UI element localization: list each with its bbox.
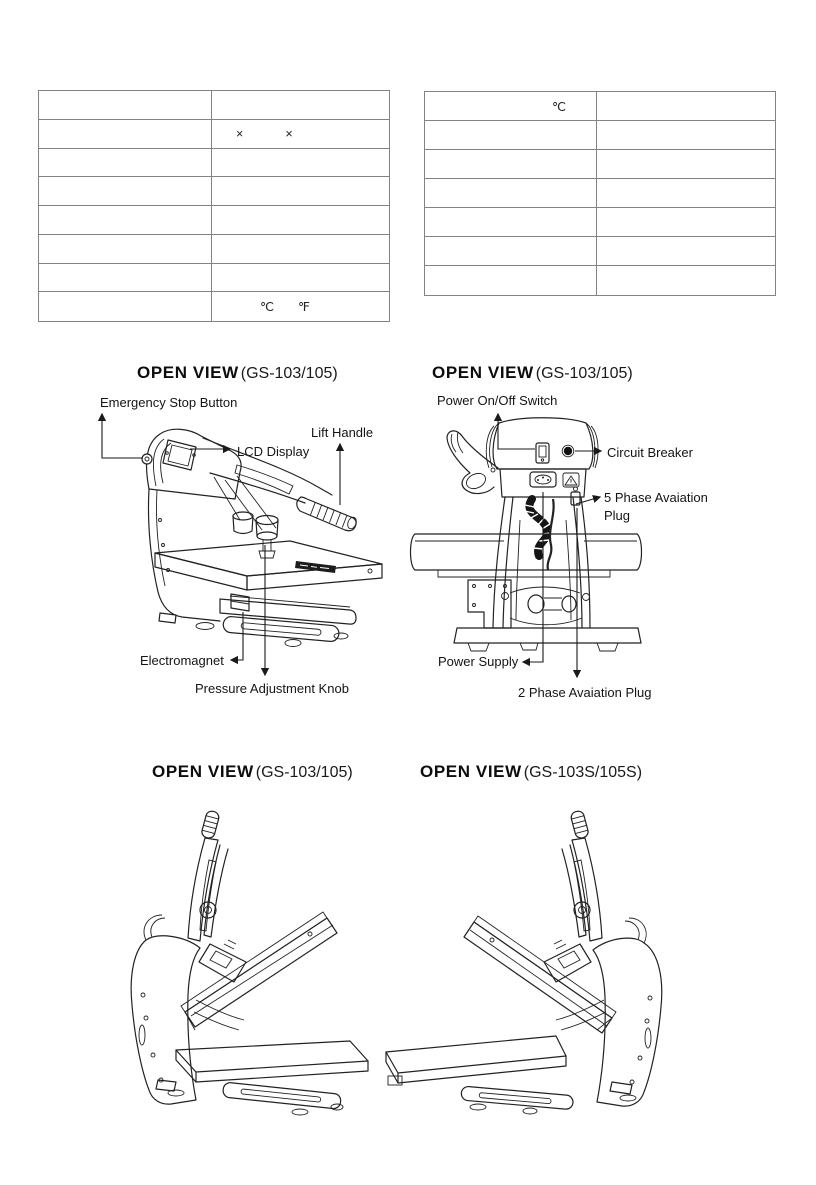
power-switch — [536, 443, 549, 463]
warning-label — [563, 473, 579, 487]
heading-model: (GS-103/105) — [240, 365, 338, 382]
lower-platen — [176, 1041, 368, 1082]
lcd-display — [163, 440, 196, 470]
upper-platen-tilted — [464, 916, 616, 1033]
heading-title: OPEN VIEW — [152, 762, 254, 781]
machine-diagram-side-view — [102, 414, 382, 675]
label-power-switch: Power On/Off Switch — [437, 393, 558, 408]
heading-model: (GS-103/105) — [255, 764, 353, 781]
fahrenheit-symbol: ℉ — [298, 300, 310, 315]
times-symbol: × — [236, 126, 244, 141]
base-plate — [454, 628, 641, 651]
heading-model: (GS-103/105) — [535, 365, 633, 382]
side-bracket — [468, 580, 511, 628]
times-symbol: × — [285, 126, 293, 141]
power-inlet-socket — [530, 472, 556, 487]
label-circuit-breaker: Circuit Breaker — [607, 445, 693, 460]
base-rail — [222, 1082, 343, 1115]
arrow-emergency-stop — [102, 414, 143, 458]
celsius-symbol: ℃ — [551, 99, 566, 114]
machine-diagram-open-left — [131, 810, 368, 1115]
machine-diagram-open-right — [386, 810, 662, 1114]
five-phase-plug — [571, 487, 580, 505]
base-frame — [148, 489, 220, 630]
lift-handle-grip — [570, 810, 590, 839]
base-rail — [461, 1086, 574, 1114]
lower-linkage — [502, 587, 590, 625]
heading-title: OPEN VIEW — [137, 363, 239, 382]
arrow-electromagnet — [231, 612, 243, 660]
label-power-supply: Power Supply — [438, 654, 519, 669]
base-rail — [223, 616, 348, 647]
label-electromagnet: Electromagnet — [140, 653, 224, 668]
lift-handle-grip — [201, 810, 221, 839]
label-pressure-knob: Pressure Adjustment Knob — [195, 681, 349, 696]
label-lcd-display: LCD Display — [237, 444, 310, 459]
label-line: 5 Phase Avaiation — [604, 490, 708, 505]
circuit-breaker — [562, 445, 574, 457]
upper-platen — [155, 541, 382, 590]
label-emergency-stop: Emergency Stop Button — [100, 395, 238, 410]
lower-board — [386, 1036, 566, 1085]
emergency-stop-button — [142, 454, 152, 464]
heading-model: (GS-103S/105S) — [523, 764, 643, 781]
label-lift-handle: Lift Handle — [311, 425, 374, 440]
label-two-phase-plug: 2 Phase Avaiation Plug — [518, 685, 652, 700]
celsius-symbol: ℃ — [260, 300, 275, 315]
heading-title: OPEN VIEW — [432, 363, 534, 382]
platen-edge — [411, 534, 642, 577]
lift-handle-grip — [297, 497, 358, 531]
label-line: Plug — [604, 508, 631, 523]
heading-title: OPEN VIEW — [420, 762, 522, 781]
machine-diagram-rear-view — [411, 414, 642, 677]
